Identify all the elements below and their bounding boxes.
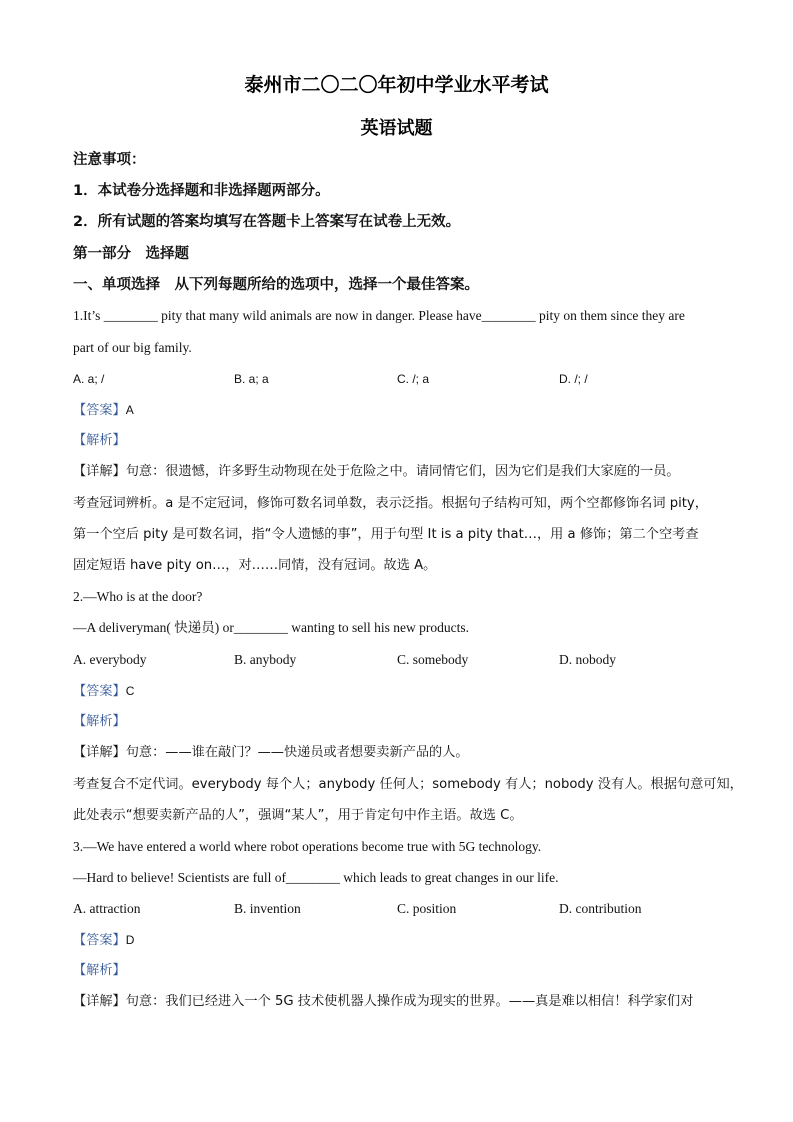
- q1-detail-line-4: 固定短语 have pity on…，对……同情，没有冠词。故选 A。: [73, 558, 437, 573]
- detail-tag: 【详解】: [73, 464, 126, 479]
- answer-tag: 【答案】: [73, 684, 126, 699]
- q3-analysis-tag: 【解析】: [73, 963, 126, 978]
- q2-option-a: A. everybody: [73, 652, 147, 667]
- q1-option-a: A. a; /: [73, 372, 105, 386]
- detail-text: 句意：我们已经进入一个 5G 技术使机器人操作成为现实的世界。——真是难以相信！科学家们对: [125, 994, 694, 1009]
- q3-option-c: C. position: [397, 901, 457, 916]
- q3-option-a: A. attraction: [73, 901, 141, 916]
- q3-option-d: D. contribution: [559, 901, 642, 916]
- q2-analysis-tag: 【解析】: [73, 714, 126, 729]
- q2-detail-line-3: 此处表示“想要卖新产品的人”，强调“某人”，用于肯定句中作主语。故选 C。: [73, 808, 523, 823]
- answer-value: A: [125, 403, 134, 417]
- q1-stem-line-2: part of our big family.: [73, 340, 192, 355]
- answer-tag: 【答案】: [73, 933, 126, 948]
- q1-option-d: D. /; /: [559, 372, 588, 386]
- q1-detail-line-3: 第一个空后 pity 是可数名词，指“令人遗憾的事”，用于句型 It is a pity that…，用 a 修饰；第二个空考查: [73, 527, 699, 542]
- q1-answer: [73, 401, 134, 420]
- q2-stem-line-2: —A deliveryman( 快递员) or________ wanting to sell his new products.: [73, 620, 469, 635]
- q1-option-c: C. /; a: [397, 372, 430, 386]
- page-title: 泰州市二〇二〇年初中学业水平考试: [244, 74, 549, 96]
- q3-option-b: B. invention: [234, 901, 301, 916]
- q1-analysis-tag: 【解析】: [73, 433, 126, 448]
- q1-stem-line-1: 1.It’s ________ pity that many wild animals are now in danger. Please have________ pity on them since they are: [73, 308, 685, 323]
- answer-value: C: [125, 684, 135, 698]
- detail-text: 句意：很遗憾，许多野生动物现在处于危险之中。请同情它们，因为它们是我们大家庭的一员。: [125, 464, 680, 479]
- q1-option-b: B. a; a: [234, 372, 269, 386]
- notice-item-2: 2．所有试题的答案均填写在答题卡上答案写在试卷上无效。: [73, 214, 461, 230]
- notice-heading: 注意事项：: [73, 152, 146, 168]
- q2-answer: [73, 682, 134, 701]
- q3-detail-line-1: [73, 993, 693, 1011]
- q2-stem-line-1: 2.—Who is at the door?: [73, 589, 203, 604]
- detail-tag: 【详解】: [73, 745, 126, 760]
- part-heading: 第一部分 选择题: [73, 246, 189, 262]
- q3-stem-line-1: 3.—We have entered a world where robot operations become true with 5G technology.: [73, 839, 542, 854]
- q3-stem-line-2: —Hard to believe! Scientists are full of________ which leads to great changes in our life.: [73, 870, 559, 885]
- answer-tag: 【答案】: [73, 403, 126, 418]
- page-subtitle: 英语试题: [360, 118, 433, 139]
- detail-tag: 【详解】: [73, 994, 126, 1009]
- q2-option-d: D. nobody: [559, 652, 616, 667]
- q3-answer: [73, 931, 134, 950]
- section-heading: 一、单项选择 从下列每题所给的选项中，选择一个最佳答案。: [73, 277, 479, 293]
- notice-item-1: 1．本试卷分选择题和非选择题两部分。: [73, 183, 330, 199]
- q2-detail-line-1: [73, 744, 469, 762]
- q1-detail-line-2: 考查冠词辨析。a 是不定冠词，修饰可数名词单数，表示泛指。根据句子结构可知，两个空都修饰名词 pity，: [73, 496, 708, 511]
- answer-value: D: [125, 933, 135, 947]
- q1-detail-line-1: [73, 463, 680, 481]
- q2-option-b: B. anybody: [234, 652, 297, 667]
- q2-option-c: C. somebody: [397, 652, 469, 667]
- detail-text: 句意：——谁在敲门？——快递员或者想要卖新产品的人。: [125, 745, 469, 760]
- q2-detail-line-2: 考查复合不定代词。everybody 每个人；anybody 任何人；somebody 有人；nobody 没有人。根据句意可知，: [73, 777, 743, 792]
